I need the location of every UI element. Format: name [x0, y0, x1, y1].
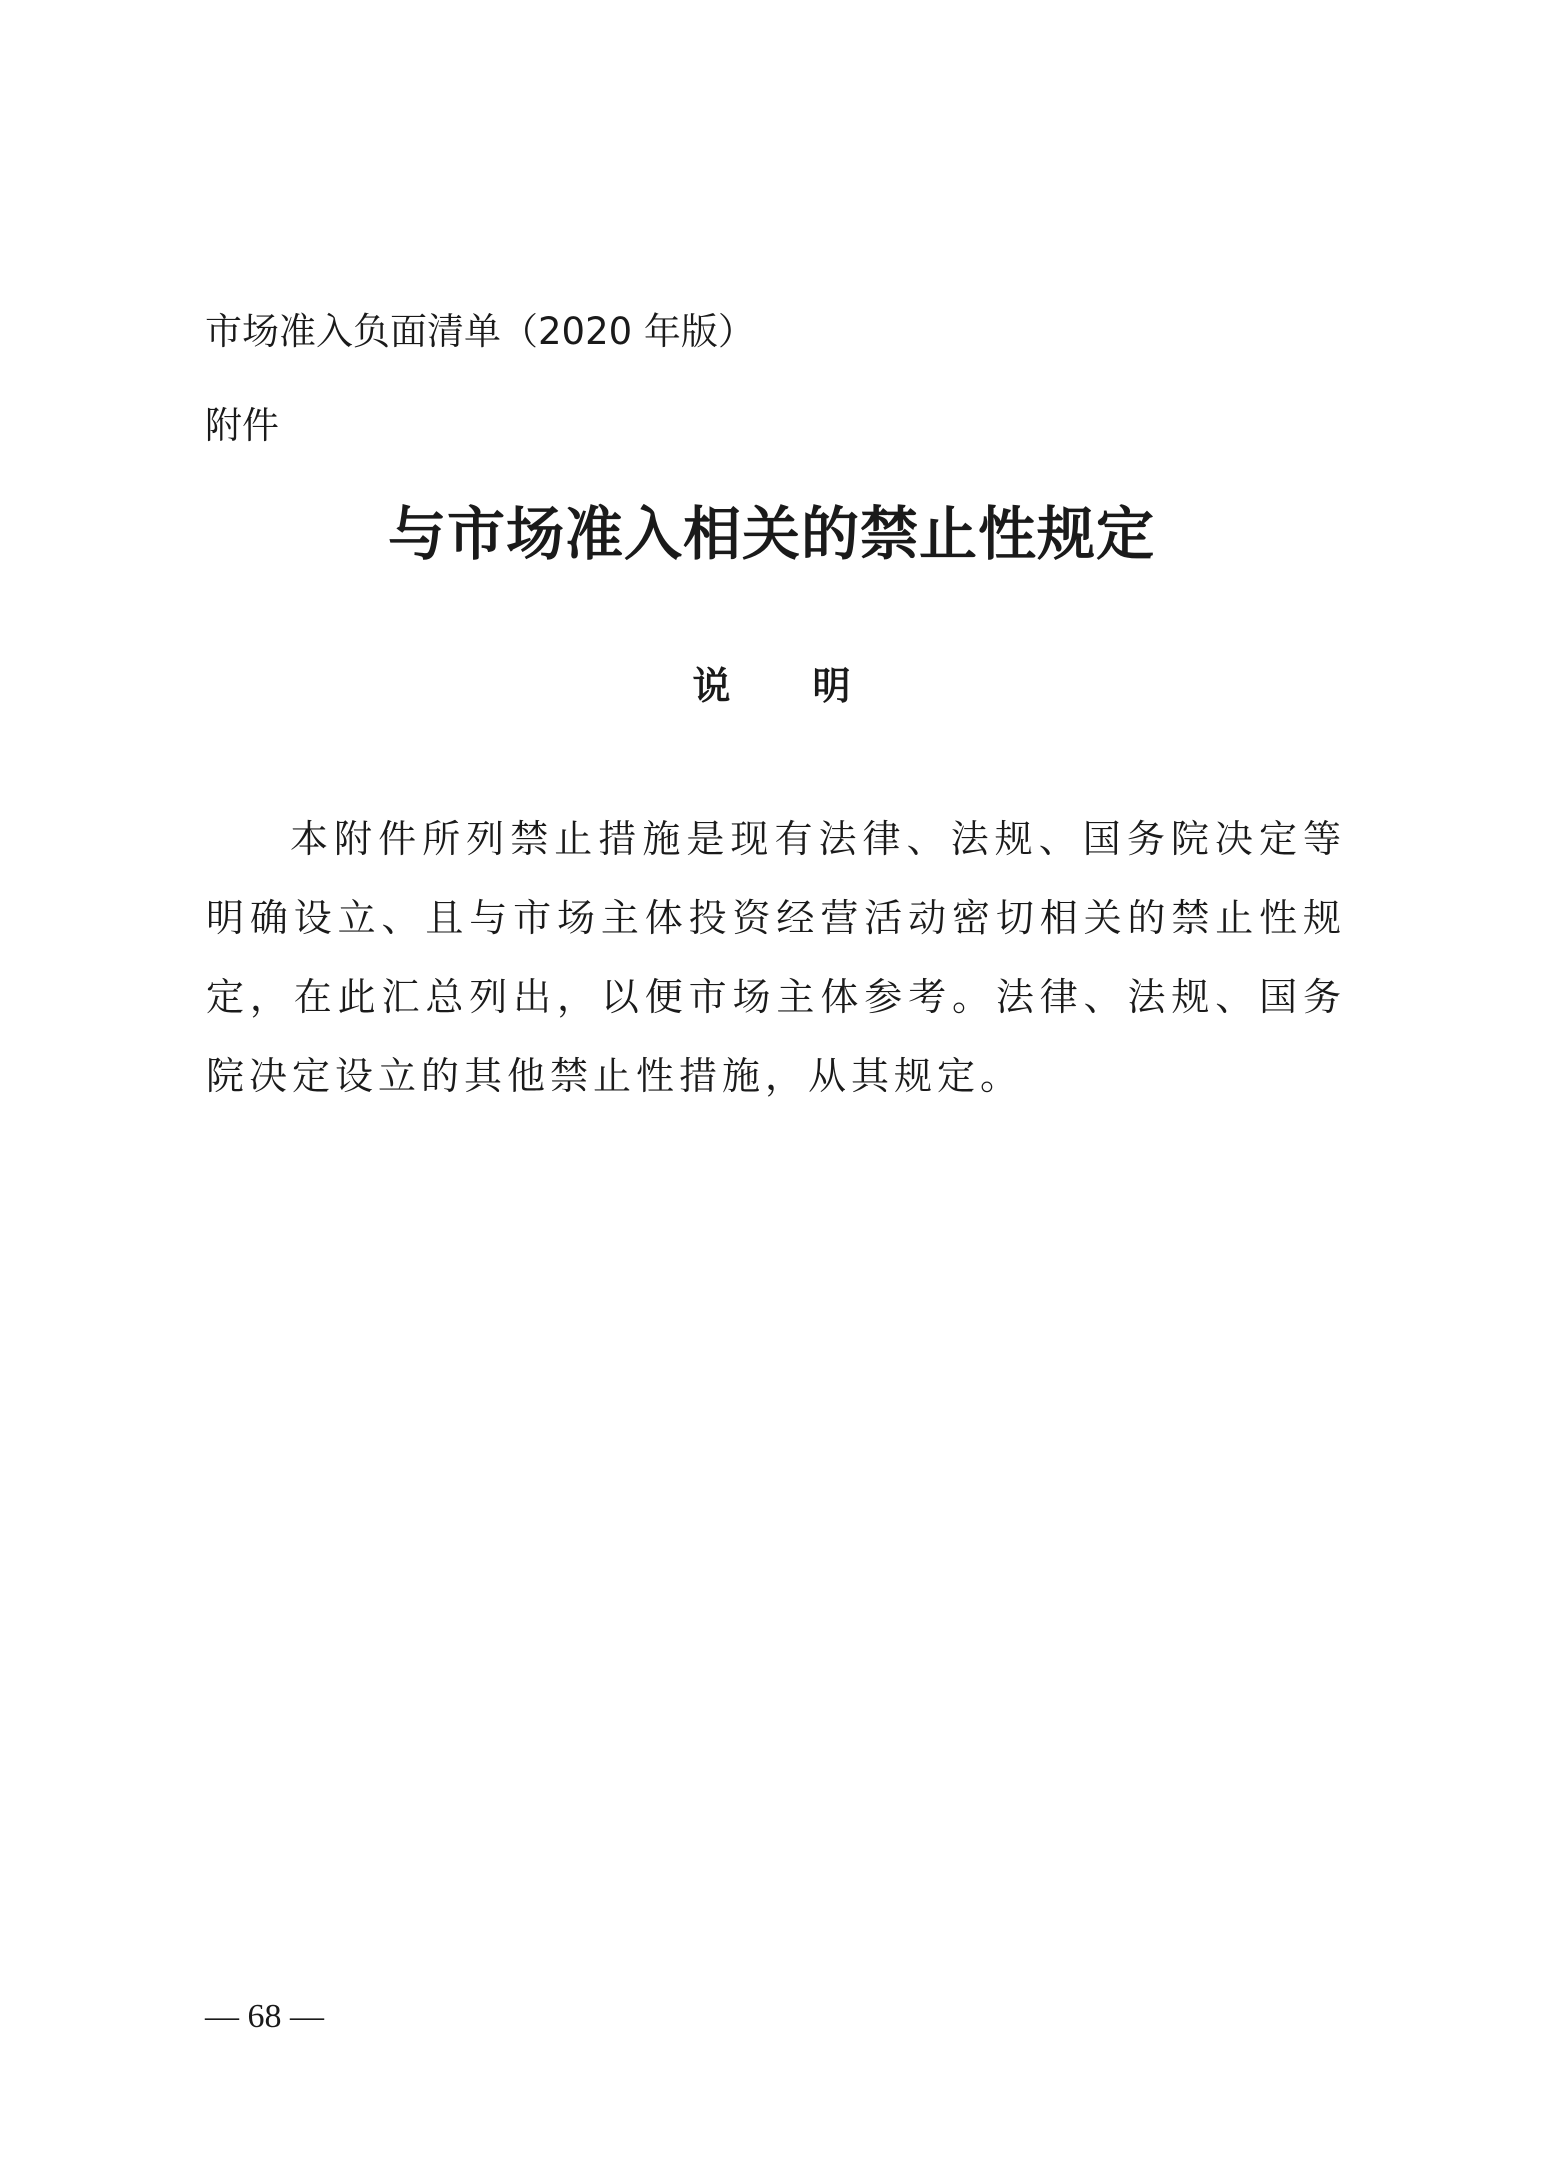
document-header — [205, 285, 755, 473]
section-heading: 说明 — [692, 664, 933, 708]
attachment-label: 附件 — [205, 404, 279, 447]
page-title: 与市场准入相关的禁止性规定 — [387, 500, 1155, 568]
body-paragraph: 本附件所列禁止措施是现有法律、法规、国务院决定等明确设立、且与市场主体投资经营活动密切相关的禁止性规定，在此汇总列出，以便市场主体参考。法律、法规、国务院决定设立的其他禁止性措施，从其规定。 — [206, 817, 1346, 1098]
page-number: — 68 — — [205, 1998, 324, 2035]
document-name: 市场准入负面清单（2020 年版） — [205, 310, 755, 353]
